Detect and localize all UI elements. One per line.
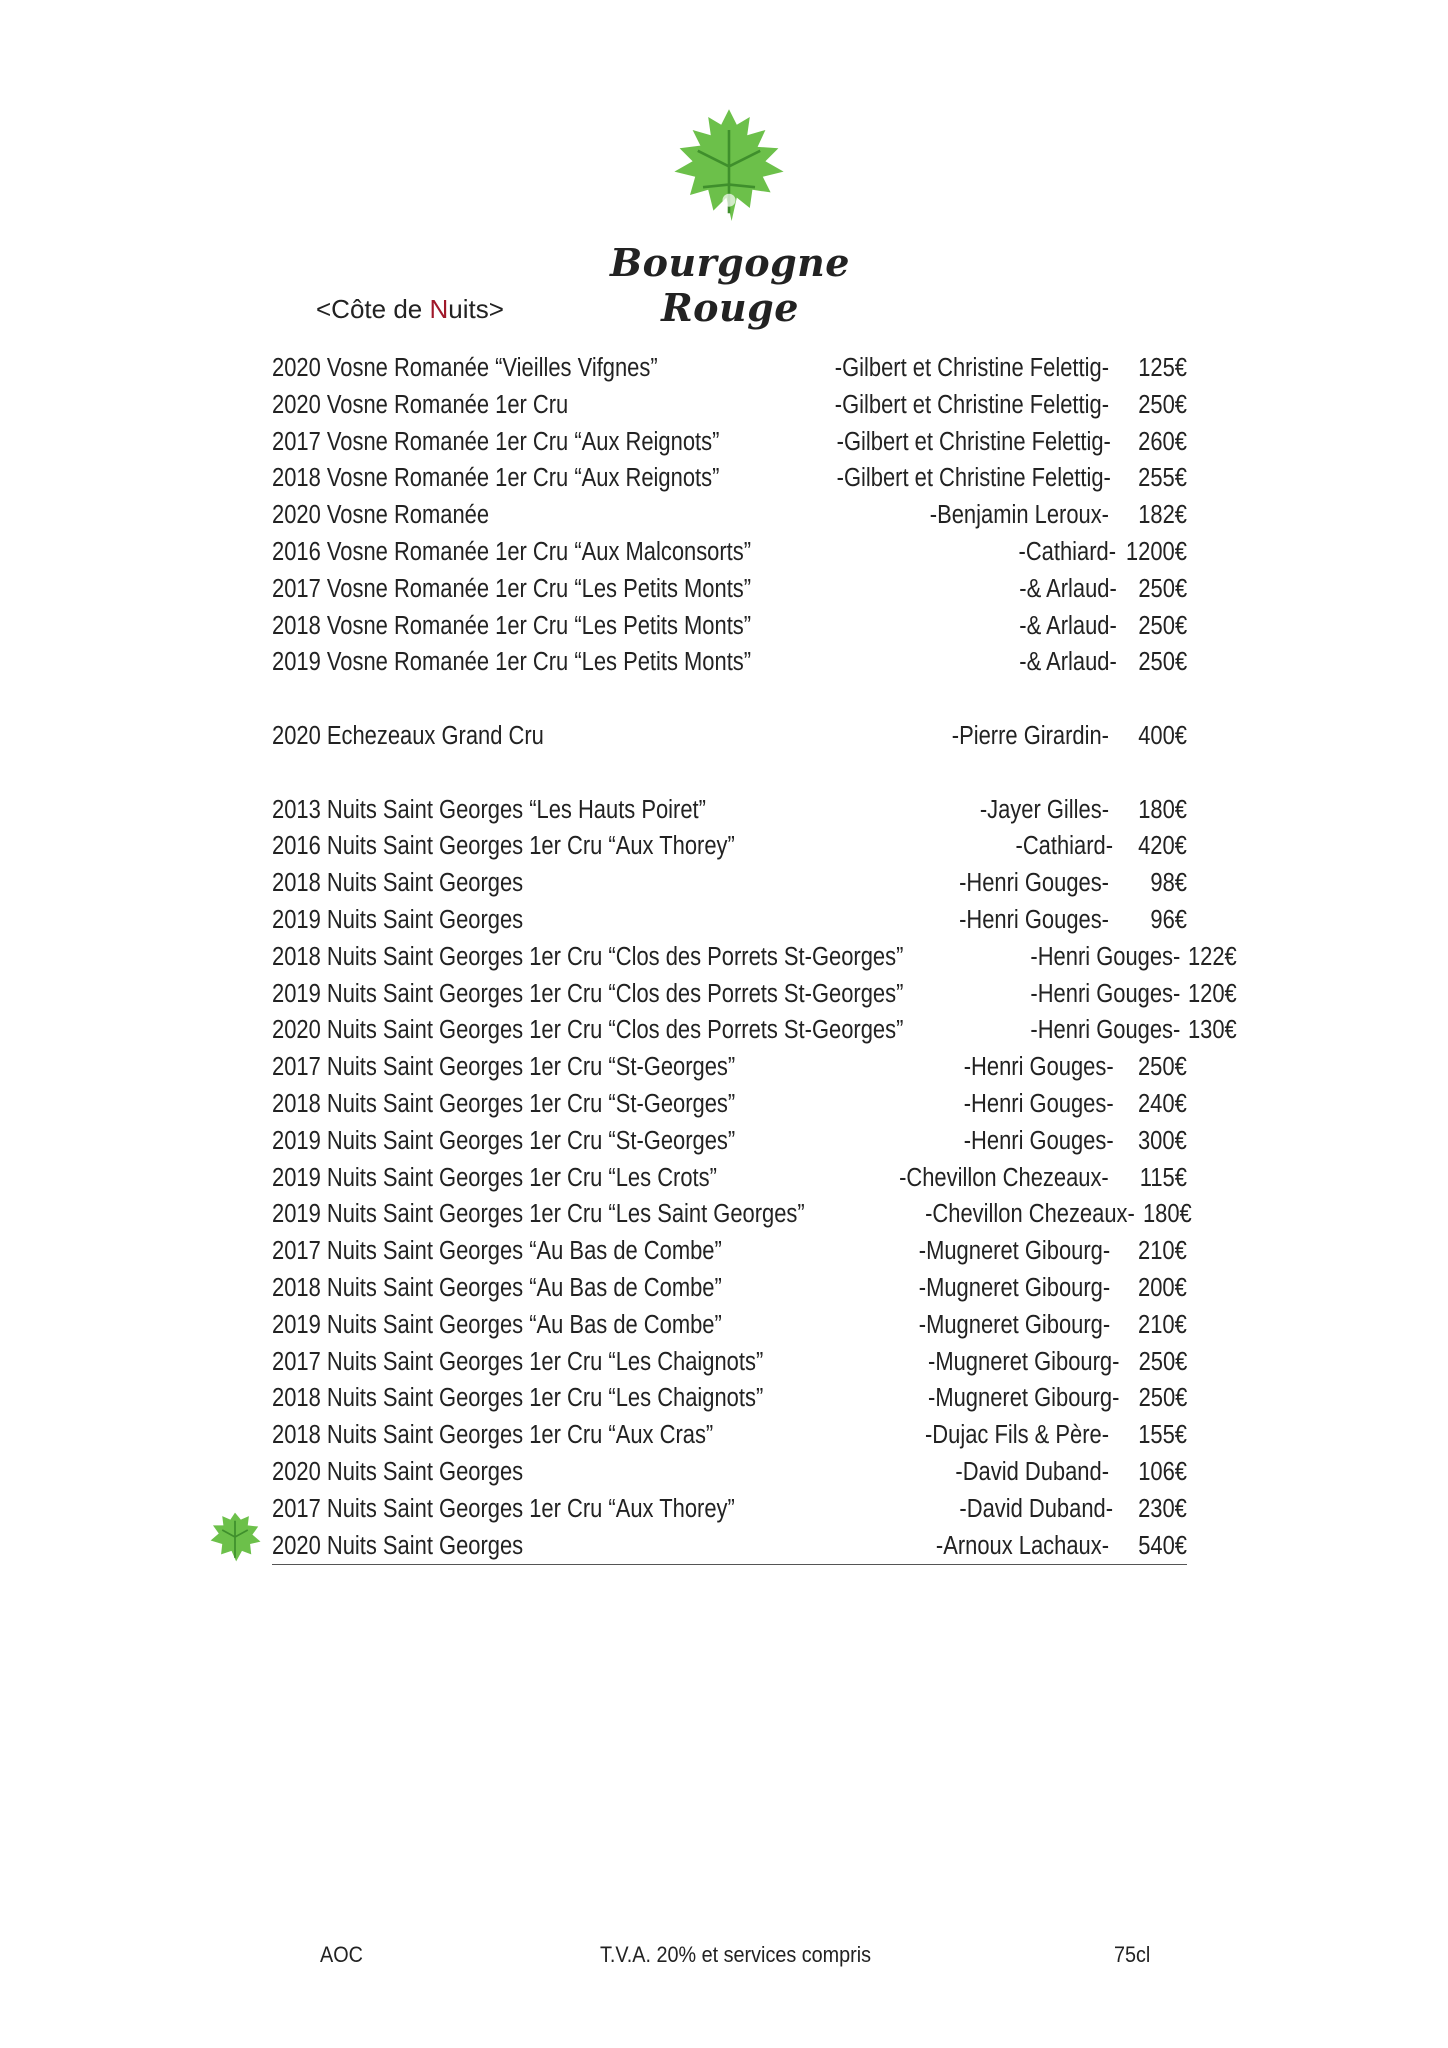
wine-price: 180€: [1143, 1200, 1192, 1229]
wine-price: 250€: [1138, 1384, 1187, 1413]
wine-price: 420€: [1138, 832, 1187, 861]
wine-name: 2019 Vosne Romanée 1er Cru “Les Petits Monts”: [272, 648, 752, 677]
wine-producer: -David Duband-: [959, 1494, 1114, 1523]
wine-row: [272, 1196, 1192, 1233]
wine-name: 2017 Nuits Saint Georges “Au Bas de Combe”: [272, 1237, 722, 1266]
wine-row: [272, 387, 1187, 424]
wine-name: 2019 Nuits Saint Georges: [272, 905, 524, 934]
wine-row: [272, 1380, 1187, 1417]
wine-producer: -& Arlaud-: [1019, 611, 1117, 640]
wine-producer: -Mugneret Gibourg-: [918, 1237, 1111, 1266]
wine-row: [272, 1307, 1187, 1344]
wine-price: 240€: [1138, 1089, 1187, 1118]
wine-producer: -Gilbert et Christine Felettig-: [836, 464, 1112, 493]
wine-price: 540€: [1138, 1531, 1187, 1560]
wine-name: 2020 Vosne Romanée “Vieilles Vifgnes”: [272, 354, 658, 382]
wine-name: 2018 Vosne Romanée 1er Cru “Les Petits Monts”: [272, 611, 752, 640]
wine-name: 2018 Nuits Saint Georges: [272, 869, 524, 898]
wine-producer: -Pierre Girardin-: [951, 721, 1109, 750]
wine-price: 250€: [1138, 574, 1187, 603]
wine-price: 250€: [1138, 1053, 1187, 1082]
wine-name: 2020 Echezeaux Grand Cru: [272, 721, 544, 750]
wine-row: [272, 1049, 1187, 1086]
wine-price: 96€: [1150, 905, 1187, 934]
wine-producer: -Cathiard-: [1018, 537, 1117, 566]
wine-price: 182€: [1138, 501, 1187, 530]
wine-producer: -Mugneret Gibourg-: [918, 1310, 1111, 1339]
wine-producer: -Henri Gouges-: [959, 869, 1109, 898]
wine-producer: -Henri Gouges-: [963, 1053, 1114, 1082]
wine-price: 250€: [1138, 611, 1187, 640]
wine-producer: -David Duband-: [955, 1457, 1109, 1486]
wine-list: [272, 350, 1238, 1565]
wine-producer: -Henri Gouges-: [959, 905, 1109, 934]
wine-row: [272, 976, 1238, 1013]
wine-name: 2018 Nuits Saint Georges 1er Cru “Clos des Porrets St-Georges”: [272, 942, 904, 971]
wine-producer: -Chevillon Chezeaux-: [899, 1163, 1110, 1192]
wine-price: 120€: [1188, 979, 1238, 1008]
wine-row: [272, 1123, 1187, 1160]
wine-row: [272, 865, 1187, 902]
wine-name: 2018 Nuits Saint Georges 1er Cru “St-Georges”: [272, 1089, 736, 1118]
wine-price: 130€: [1188, 1016, 1238, 1045]
wine-name: 2018 Nuits Saint Georges 1er Cru “Aux Cras”: [272, 1421, 714, 1450]
wine-price: 106€: [1138, 1457, 1187, 1486]
wine-price: 210€: [1138, 1310, 1187, 1339]
wine-row: [272, 902, 1187, 939]
wine-producer: -Henri Gouges-: [1030, 1016, 1181, 1045]
wine-name: 2018 Vosne Romanée 1er Cru “Aux Reignots”: [272, 464, 720, 493]
wine-producer: -Mugneret Gibourg-: [928, 1384, 1120, 1413]
wine-producer: -Benjamin Leroux-: [929, 501, 1109, 530]
wine-row: [272, 1233, 1187, 1270]
wine-price: 1200€: [1126, 537, 1187, 566]
wine-row: [272, 718, 1187, 755]
wine-name: 2017 Nuits Saint Georges 1er Cru “Aux Thorey”: [272, 1494, 735, 1523]
wine-row: [272, 1417, 1187, 1454]
wine-row: [272, 828, 1187, 865]
wine-row: [272, 571, 1187, 608]
group-spacer: [272, 681, 1187, 718]
wine-name: 2017 Nuits Saint Georges 1er Cru “Les Chaignots”: [272, 1347, 764, 1376]
wine-row: [272, 608, 1187, 645]
wine-row: [272, 1270, 1187, 1307]
grape-leaf-logo-icon: [664, 104, 794, 234]
wine-producer: -Henri Gouges-: [1030, 942, 1181, 971]
wine-price: 122€: [1188, 942, 1238, 971]
wine-producer: -Chevillon Chezeaux-: [925, 1200, 1136, 1229]
wine-group-nuits: [272, 792, 1238, 1566]
wine-price: 260€: [1138, 427, 1187, 456]
wine-row: [272, 644, 1187, 681]
wine-producer: -Dujac Fils & Père-: [924, 1421, 1109, 1450]
wine-row: [272, 350, 1187, 387]
wine-row: [272, 1528, 1187, 1566]
wine-price: 250€: [1138, 390, 1187, 419]
wine-row: [272, 1491, 1187, 1528]
wine-name: 2020 Nuits Saint Georges: [272, 1457, 524, 1486]
wine-name: 2020 Nuits Saint Georges 1er Cru “Clos des Porrets St-Georges”: [272, 1016, 904, 1045]
small-grape-leaf-icon: [206, 1508, 264, 1566]
wine-name: 2017 Nuits Saint Georges 1er Cru “St-Georges”: [272, 1053, 736, 1082]
wine-name: 2019 Nuits Saint Georges 1er Cru “Les Saint Georges”: [272, 1200, 805, 1229]
wine-price: 98€: [1150, 869, 1187, 898]
wine-row: [272, 1012, 1238, 1049]
wine-price: 200€: [1138, 1273, 1187, 1302]
wine-row: [272, 792, 1187, 829]
wine-producer: -Henri Gouges-: [963, 1126, 1114, 1155]
wine-price: 180€: [1138, 795, 1187, 824]
wine-row: [272, 1454, 1187, 1491]
wine-name: 2019 Nuits Saint Georges 1er Cru “St-Georges”: [272, 1126, 736, 1155]
wine-producer: -Gilbert et Christine Felettig-: [834, 390, 1109, 419]
wine-name: 2017 Vosne Romanée 1er Cru “Aux Reignots”: [272, 427, 720, 456]
wine-name: 2019 Nuits Saint Georges 1er Cru “Les Crots”: [272, 1163, 717, 1192]
wine-producer: -Henri Gouges-: [963, 1089, 1114, 1118]
wine-row: [272, 534, 1187, 571]
wine-price: 210€: [1138, 1237, 1187, 1266]
footer-tva: T.V.A. 20% et services compris: [600, 1942, 872, 1967]
wine-row: [272, 939, 1238, 976]
group-spacer: [272, 755, 1187, 792]
wine-price: 230€: [1138, 1494, 1187, 1523]
wine-price: 155€: [1138, 1421, 1187, 1450]
wine-price: 250€: [1138, 1347, 1187, 1376]
wine-name: 2018 Nuits Saint Georges 1er Cru “Les Chaignots”: [272, 1384, 764, 1413]
wine-price: 300€: [1138, 1126, 1187, 1155]
wine-producer: -Gilbert et Christine Felettig-: [834, 354, 1109, 382]
wine-row: [272, 497, 1187, 534]
wine-name: 2017 Vosne Romanée 1er Cru “Les Petits Monts”: [272, 574, 752, 603]
wine-producer: -& Arlaud-: [1019, 574, 1117, 603]
wine-producer: -Jayer Gilles-: [979, 795, 1109, 824]
wine-group-echezeaux: [272, 718, 1187, 755]
region-prefix: <Côte de: [316, 294, 430, 324]
wine-price: 250€: [1138, 648, 1187, 677]
page-title: Bourgogne Rouge: [610, 240, 850, 330]
wine-name: 2020 Vosne Romanée: [272, 501, 490, 530]
region-suffix: uits>: [448, 294, 504, 324]
wine-row: [272, 460, 1187, 497]
wine-group-vosne: [272, 350, 1187, 681]
wine-row: [272, 1160, 1187, 1197]
wine-name: 2019 Nuits Saint Georges “Au Bas de Combe”: [272, 1310, 722, 1339]
wine-price: 125€: [1138, 354, 1187, 382]
wine-price: 115€: [1139, 1163, 1187, 1192]
wine-producer: -Mugneret Gibourg-: [918, 1273, 1111, 1302]
wine-name: 2013 Nuits Saint Georges “Les Hauts Poiret”: [272, 795, 706, 824]
footer-aoc: AOC: [320, 1942, 363, 1967]
wine-name: 2020 Vosne Romanée 1er Cru: [272, 390, 569, 419]
wine-name: 2016 Vosne Romanée 1er Cru “Aux Malconsorts”: [272, 537, 752, 566]
wine-producer: -Gilbert et Christine Felettig-: [836, 427, 1112, 456]
wine-producer: -Henri Gouges-: [1030, 979, 1181, 1008]
wine-name: 2020 Nuits Saint Georges: [272, 1531, 524, 1560]
wine-name: 2018 Nuits Saint Georges “Au Bas de Combe”: [272, 1273, 722, 1302]
wine-row: [272, 424, 1187, 461]
wine-name: 2016 Nuits Saint Georges 1er Cru “Aux Thorey”: [272, 832, 735, 861]
wine-price: 400€: [1138, 721, 1187, 750]
region-heading: [316, 294, 504, 325]
wine-row: [272, 1086, 1187, 1123]
region-accent-letter: N: [429, 294, 449, 324]
wine-producer: -& Arlaud-: [1019, 648, 1117, 677]
wine-producer: -Mugneret Gibourg-: [928, 1347, 1120, 1376]
wine-row: [272, 1344, 1187, 1381]
footer-volume: 75cl: [1114, 1942, 1151, 1967]
wine-price: 255€: [1138, 464, 1187, 493]
wine-producer: -Arnoux Lachaux-: [935, 1531, 1109, 1560]
wine-name: 2019 Nuits Saint Georges 1er Cru “Clos des Porrets St-Georges”: [272, 979, 904, 1008]
wine-producer: -Cathiard-: [1015, 832, 1114, 861]
